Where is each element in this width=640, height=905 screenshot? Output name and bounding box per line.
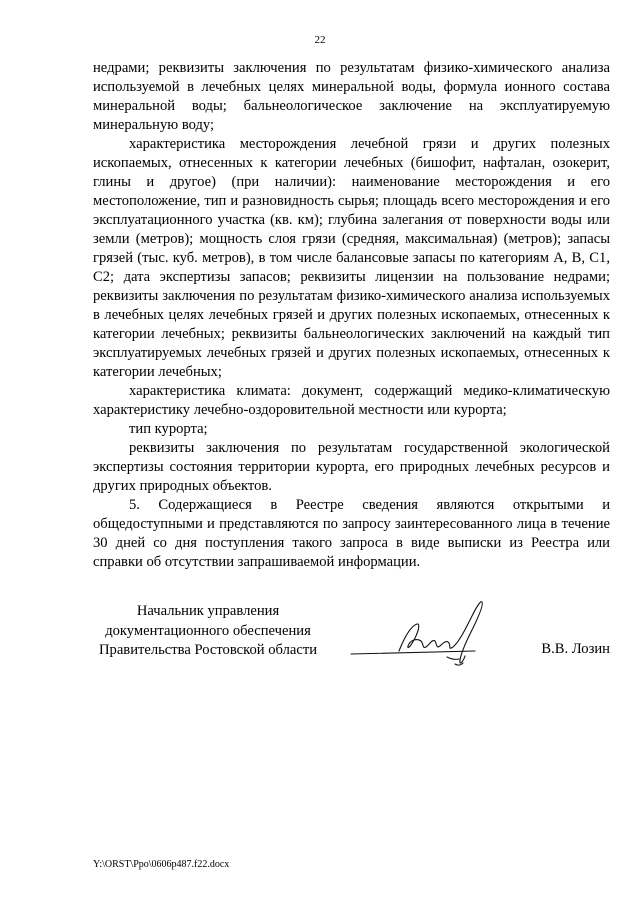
signatory-title-line-3: Правительства Ростовской области	[98, 642, 318, 658]
signature-block	[93, 602, 610, 682]
document-body	[93, 59, 610, 572]
paragraph-ecological-review: реквизиты заключения по результатам государственной экологической экспертизы состояния территории курорта, его природных лечебных ресурсов и других природных объектов.	[93, 440, 610, 494]
signatory-title-line-1: Начальник управления	[136, 603, 280, 619]
paragraph-climate: характеристика климата: документ, содержащий медико-климатическую характеристику лечебно-оздоровительной местности или курорта;	[93, 383, 610, 418]
signatory-title	[93, 602, 323, 661]
paragraph-mud-deposit: характеристика месторождения лечебной грязи и других полезных ископаемых, отнесенных к категории лечебных (бишофит, нафталан, озокерит, глины и другое) (при наличии): наименование месторождения и его местоположение, тип и разновидность сырья; площадь всего месторождения и его эксплуатационного участка (кв. км); глубина залегания от поверхности воды или земли (метров); мощность слоя грязи (средняя, максимальная) (метров); запасы грязей (тыс. куб. метров), в том числе балансовые запасы по категориям А, В, С1, С2; дата экспертизы запасов; реквизиты лицензии на пользование недрами; реквизиты заключения по результатам физико-химического анализа используемых в лечебных целях лечебных грязей и других полезных ископаемых, отнесенных к категории лечебных; реквизиты бальнеологических заключений на каждый тип эксплуатируемых лечебных грязей и других полезных ископаемых, отнесенных к категории лечебных;	[93, 136, 610, 380]
page-number: 22	[314, 34, 326, 46]
signatory-title-line-2: документационного обеспечения	[105, 622, 311, 639]
handwritten-signature	[347, 594, 517, 674]
paragraph-resort-type: тип курорта;	[129, 421, 208, 437]
signatory-name: В.В. Лозин	[541, 641, 610, 657]
paragraph-subsoil-continuation: недрами; реквизиты заключения по результатам физико-химического анализа используемой в лечебных целях минеральной воды, формула ионного состава минеральной воды; бальнеологическое заключение на эксплуатируемую минеральную воду;	[93, 60, 610, 133]
file-path-footer: Y:\ORST\Ppo\0606p487.f22.docx	[93, 859, 230, 870]
paragraph-registry-access: 5. Содержащиеся в Реестре сведения являются открытыми и общедоступными и представляются по запросу заинтересованного лица в течение 30 дней со дня поступления такого запроса в виде выписки из Реестра или справки об отсутствии запрашиваемой информации.	[93, 497, 610, 570]
